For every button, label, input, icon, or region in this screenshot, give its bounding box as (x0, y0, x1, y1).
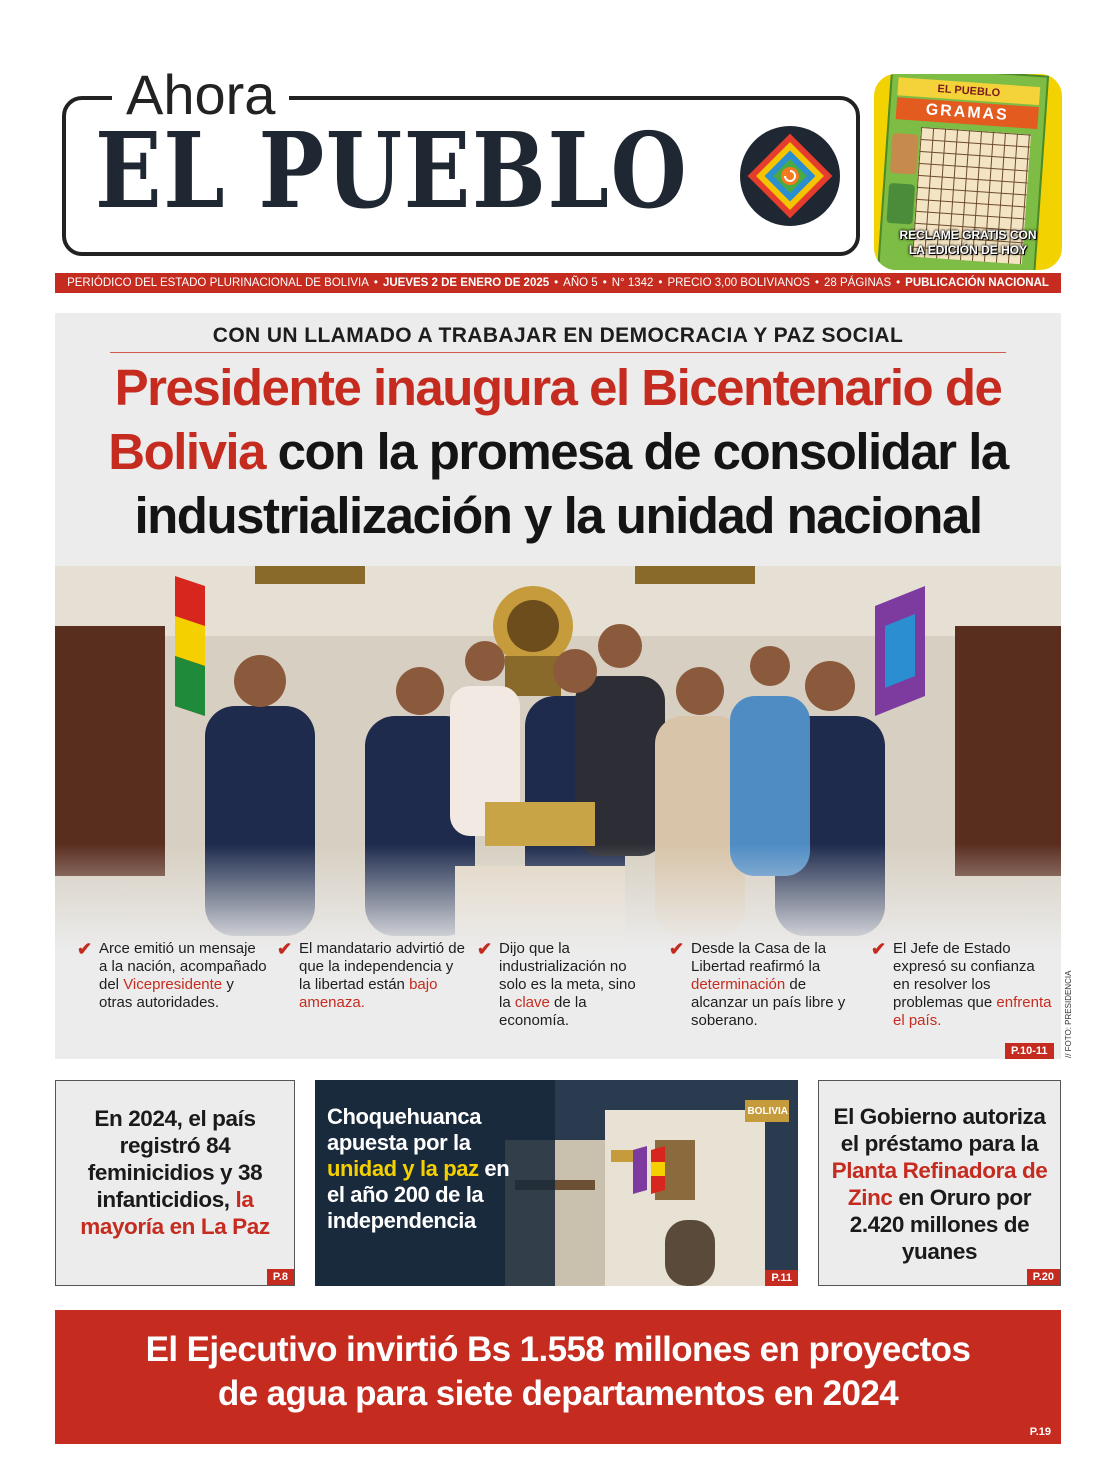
masthead-ahora: Ahora (112, 62, 289, 128)
photo-credit: // FOTO: PRESIDENCIA (1064, 970, 1073, 1058)
story-box-choquehuanca[interactable] (315, 1080, 798, 1286)
banner-line1: El Ejecutivo invirtió Bs 1.558 millones en proyectos (145, 1330, 971, 1369)
bullet-text: El mandatario advirtió de que la independencia y la libertad están (299, 940, 465, 993)
promo-caption (874, 228, 1062, 258)
bullet-text: El Jefe de Estado expresó su confianza en resolver los problemas que (893, 940, 1035, 1011)
promo-animal-picture (886, 183, 915, 225)
check-icon: ✔ (477, 939, 493, 959)
officials-group-photo (55, 566, 1061, 952)
bullet-item (871, 939, 1053, 1030)
story-right-text: El Gobierno autoriza el préstamo para la Planta Refinadora de Zinc en Oruro por 2.420 millones de yuanes (831, 1104, 1048, 1264)
story-right-page-ref: P.20 (1027, 1267, 1060, 1285)
banner-headline (55, 1328, 1061, 1416)
bullet-item (277, 939, 467, 1012)
check-icon: ✔ (871, 939, 887, 959)
story-left-text: En 2024, el país registró 84 feminicidios y 38 infanticidios, la mayoría en La Paz (80, 1106, 270, 1239)
story-box-feminicidios[interactable] (55, 1080, 295, 1286)
bicentenario-logo: BOLIVIA (747, 1106, 788, 1117)
edition-info-strip: PERIÓDICO DEL ESTADO PLURINACIONAL DE BOLIVIA • JUEVES 2 DE ENERO DE 2025 • AÑO 5 • N° 1342 • PRECIO 3,00 BOLIVIANOS • 28 PÁGINAS • PUBLICACIÓN NACIONAL (55, 273, 1061, 293)
main-story-photo (55, 566, 1061, 952)
edition-date: JUEVES 2 DE ENERO DE 2025 (382, 277, 550, 289)
check-icon: ✔ (277, 939, 293, 959)
bullet-item (77, 939, 267, 1012)
edition-pages: 28 PÁGINAS (824, 277, 892, 289)
bullet-text: Arce emitió un mensaje a la nación, acompañado del (99, 940, 267, 993)
bullet-text-after: de la economía. (499, 994, 587, 1029)
bullet-highlight: enfrenta el país. (893, 994, 1052, 1029)
story-left-page-ref: P.8 (267, 1267, 294, 1285)
bottom-banner[interactable] (55, 1310, 1061, 1444)
bullet-text-after: y otras autoridades. (99, 976, 234, 1011)
bullet-text: Dijo que la industrialización no solo es la meta, sino la (499, 940, 636, 1011)
masthead-title: EL PUEBLO (95, 109, 689, 232)
promo-animal-picture (890, 133, 919, 175)
bullet-item (669, 939, 851, 1030)
main-story-bullets (55, 940, 1061, 1040)
main-headline[interactable] (66, 356, 1050, 548)
story-box-zinc[interactable] (818, 1080, 1061, 1286)
bullet-highlight: clave (514, 994, 550, 1011)
promo-magazine-title: GRAMAS (896, 97, 1039, 129)
publisher-label: PERIÓDICO DEL ESTADO PLURINACIONAL DE BOLIVIA (67, 277, 369, 289)
story-center-page-ref: P.11 (765, 1268, 798, 1286)
bullet-highlight: determinación (691, 976, 786, 993)
bullet-highlight: Vicepresidente (123, 976, 223, 993)
promo-gramas[interactable] (874, 74, 1062, 270)
main-story-page-ref[interactable]: P.10-11 (1005, 1041, 1054, 1059)
main-headline-red: Presidente inaugura el Bicentenario de Bolivia (108, 359, 1002, 480)
bullet-highlight: bajo amenaza. (299, 976, 438, 1011)
promo-caption-line2: LA EDICIÓN DE HOY (908, 243, 1028, 257)
edition-year: AÑO 5 (563, 277, 598, 289)
edition-number: N° 1342 (611, 277, 654, 289)
promo-magazine-brand: EL PUEBLO (897, 77, 1040, 105)
bullet-text: Desde la Casa de la Libertad reafirmó la (691, 940, 827, 975)
banner-page-ref: P.19 (1029, 1426, 1051, 1438)
story-center-text: Choquehuanca apuesta por la unidad y la paz en el año 200 de la independencia (327, 1104, 510, 1233)
main-story-kicker: CON UN LLAMADO A TRABAJAR EN DEMOCRACIA Y PAZ SOCIAL (212, 324, 904, 347)
edition-scope: PUBLICACIÓN NACIONAL (905, 277, 1049, 289)
main-headline-black: con la promesa de consolidar la industrialización y la unidad nacional (134, 423, 1008, 544)
check-icon: ✔ (77, 939, 93, 959)
chakana-emblem-icon (738, 124, 842, 228)
bullet-text-after: de alcanzar un país libre y soberano. (691, 976, 846, 1029)
banner-line2: de agua para siete departamentos en 2024 (217, 1374, 899, 1413)
promo-caption-line1: RECLAME GRATIS CON (899, 228, 1037, 242)
edition-price: PRECIO 3,00 BOLIVIANOS (667, 277, 810, 289)
kicker-divider (110, 352, 1006, 353)
bullet-item (477, 939, 649, 1030)
check-icon: ✔ (669, 939, 685, 959)
